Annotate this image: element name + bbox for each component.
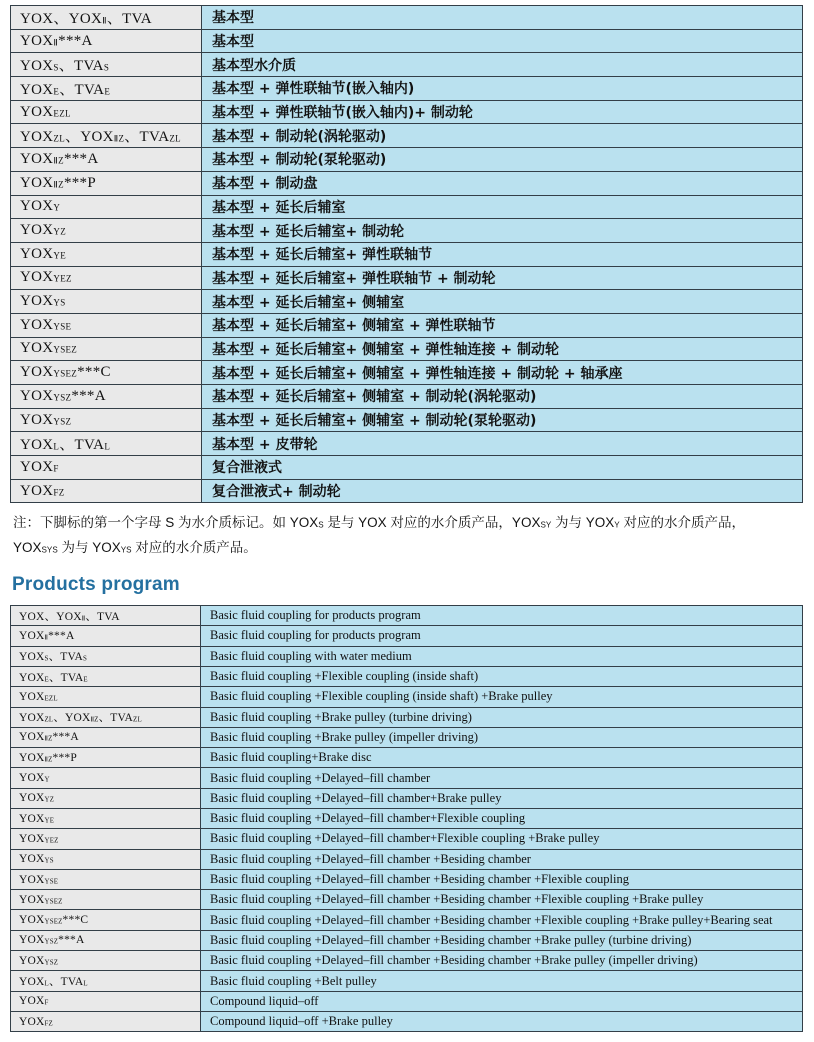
description-cell: Basic fluid coupling +Belt pulley [201,971,803,991]
model-cell: $YOX_Y$ [11,195,202,219]
model-subscript: FZ [53,487,65,498]
products-program-table-en [10,605,803,1032]
model-cell: $YOX_{YS}$ [11,290,202,314]
model-cell: $YOX_S$、$TVA_S$ [11,53,202,77]
model-subscript: E [83,675,88,683]
description-cell: Basic fluid coupling +Flexible coupling (inside shaft) [201,666,803,686]
description-cell: 基本型 + 延长后辅室+ 侧辅室 + 弹性轴连接 + 制动轮 + 轴承座 [202,361,803,385]
model-cell: $YOX_{FZ}$ [11,1011,201,1031]
model-cell: YOX、$YOX_Ⅱ$、TVA [11,6,202,30]
table-row [11,971,803,991]
table-row [11,124,803,148]
description-cell: 基本型 [202,29,803,53]
model-cell: $YOX_{YE}$ [11,809,201,829]
model-cell: $YOX_S$、$TVA_S$ [11,646,201,666]
model-cell: $YOX_{ⅡZ}***P$ [11,171,202,195]
description-cell: Basic fluid coupling +Delayed–fill chamber +Besiding chamber [201,849,803,869]
model-cell: $YOX_{ⅡZ}***A$ [11,148,202,172]
description-cell: Basic fluid coupling +Delayed–fill chamber+Flexible coupling +Brake pulley [201,829,803,849]
description-cell: Basic fluid coupling +Delayed–fill chamber +Besiding chamber +Flexible coupling [201,869,803,889]
table-row [11,171,803,195]
table-row [11,337,803,361]
model-cell: $YOX_{YSE}$ [11,869,201,889]
description-cell: Basic fluid coupling +Delayed–fill chamber +Besiding chamber +Flexible coupling +Brake pulley [201,890,803,910]
table-row [11,646,803,666]
model-subscript: Ⅱ [102,15,107,26]
model-subscript: YSZ [53,416,72,427]
description-cell: Basic fluid coupling +Delayed–fill chamber +Besiding chamber +Brake pulley (impeller driving) [201,951,803,971]
table-row [11,29,803,53]
model-subscript: YSEZ [44,898,63,906]
table-row [11,748,803,768]
model-subscript: YEZ [53,273,72,284]
model-subscript: EZL [53,108,71,119]
section-title: Products program [12,574,180,596]
table-row [11,290,803,314]
model-subscript: E [104,86,111,97]
description-cell: Basic fluid coupling +Brake pulley (impeller driving) [201,727,803,747]
model-subscript: Ⅱ [81,615,86,623]
model-subscript: EZL [44,695,58,703]
description-cell: 基本型 + 延长后辅室+ 侧辅室 + 弹性轴连接 + 制动轮 [202,337,803,361]
model-subscript: ZL [53,133,66,144]
table-row [11,809,803,829]
model-cell: $YOX_{ZL}$、$YOX_{ⅡZ}$、$TVA_{ZL}$ [11,707,201,727]
model-subscript: YZ [44,796,55,804]
description-cell: 复合泄液式 [202,456,803,480]
table-row [11,219,803,243]
description-cell: 基本型 + 延长后辅室+ 侧辅室 + 弹性联轴节 [202,313,803,337]
model-cell: $YOX_{YSEZ}$ [11,337,202,361]
model-subscript: ZL [44,716,54,724]
description-cell: Basic fluid coupling +Delayed–fill chamber [201,768,803,788]
description-cell: 基本型 + 延长后辅室 [202,195,803,219]
model-subscript: ZL [169,133,181,144]
model-subscript: L [53,441,60,452]
model-subscript: E [53,86,60,97]
model-cell: $YOX_F$ [11,456,202,480]
table-row [11,1011,803,1031]
table-row [11,626,803,646]
footnote-line-2: $YOX_{SYS}$ 为与 $YOX_{YS}$ 对应的水介质产品。 [13,539,257,555]
model-cell: $YOX_{YSEZ}***C$ [11,361,202,385]
model-cell: $YOX_Ⅱ***A$ [11,29,202,53]
footnote-line-1: 注：下脚标的第一个字母 S 为水介质标记。如 $YOX_S$ 是与 YOX 对应的水介质产品，$YOX_{SY}$ 为与 $YOX_Y$ 对应的水介质产品， [13,515,745,531]
table-row [11,148,803,172]
description-cell: 基本型 [202,6,803,30]
model-subscript: S [103,62,110,73]
model-cell: $YOX_{YEZ}$ [11,829,201,849]
model-cell: $YOX_{YE}$ [11,242,202,266]
model-subscript: ⅡZ [53,155,64,166]
model-cell: $YOX_{YSZ}***A$ [11,930,201,950]
table-row [11,606,803,626]
description-cell: 基本型 + 延长后辅室+ 侧辅室 [202,290,803,314]
model-cell: $YOX_{YZ}$ [11,219,202,243]
model-subscript: ⅡZ [113,133,125,144]
table-row [11,100,803,124]
model-subscript: FZ [44,1020,53,1028]
table-row [11,456,803,480]
model-cell: $YOX_L$、$TVA_L$ [11,432,202,456]
model-subscript: Ⅱ [44,634,49,642]
model-cell: $YOX_E$、$TVA_E$ [11,77,202,101]
model-subscript: YZ [53,226,67,237]
model-subscript: YSZ [44,959,59,967]
description-cell: 基本型 + 延长后辅室+ 弹性联轴节 [202,242,803,266]
model-subscript: ZL [133,716,142,724]
table-row [11,869,803,889]
description-cell: 基本型 + 皮带轮 [202,432,803,456]
model-subscript: YSE [44,877,59,885]
table-row [11,408,803,432]
model-subscript: YS [120,545,132,555]
description-cell: 基本型 + 弹性联轴节(嵌入轴内)+ 制动轮 [202,100,803,124]
table-row [11,53,803,77]
description-cell: Basic fluid coupling +Delayed–fill chamber +Besiding chamber +Brake pulley (turbine driving) [201,930,803,950]
model-subscript: Y [53,202,61,213]
description-cell: Basic fluid coupling +Delayed–fill chamber+Flexible coupling [201,809,803,829]
model-cell: $YOX_{ⅡZ}***A$ [11,727,201,747]
description-cell: 基本型水介质 [202,53,803,77]
model-cell: $YOX_E$、$TVA_E$ [11,666,201,686]
model-cell: $YOX_{EZL}$ [11,100,202,124]
table-row [11,666,803,686]
model-cell: $YOX_{YSZ}$ [11,951,201,971]
model-cell: $YOX_{YZ}$ [11,788,201,808]
description-cell: Basic fluid coupling +Brake pulley (turbine driving) [201,707,803,727]
model-subscript: S [83,655,88,663]
table-row [11,361,803,385]
model-cell: $YOX_{YS}$ [11,849,201,869]
table-row [11,266,803,290]
model-subscript: YE [44,817,55,825]
table-row [11,910,803,930]
product-models-table-cn [10,5,803,503]
description-cell: 复合泄液式+ 制动轮 [202,479,803,503]
model-subscript: L [44,980,49,988]
model-subscript: YSE [53,321,72,332]
description-cell: Compound liquid–off +Brake pulley [201,1011,803,1031]
description-cell: 基本型 + 延长后辅室+ 弹性联轴节 + 制动轮 [202,266,803,290]
description-cell: 基本型 + 延长后辅室+ 侧辅室 + 制动轮(涡轮驱动) [202,385,803,409]
model-subscript: YSEZ [44,918,63,926]
model-cell: $YOX_{YSE}$ [11,313,202,337]
model-subscript: YS [44,857,54,865]
model-cell: $YOX_F$ [11,991,201,1011]
model-subscript: SY [540,520,552,530]
model-subscript: S [318,520,324,530]
model-cell: $YOX_Ⅱ***A$ [11,626,201,646]
model-cell: $YOX_{YSEZ}$ [11,890,201,910]
description-cell: 基本型 + 延长后辅室+ 侧辅室 + 制动轮(泵轮驱动) [202,408,803,432]
model-cell: $YOX_{YSZ}$ [11,408,202,432]
model-subscript: YS [53,297,66,308]
description-cell: Basic fluid coupling+Brake disc [201,748,803,768]
model-subscript: YEZ [44,837,59,845]
model-cell: $YOX_{YSEZ}***C$ [11,910,201,930]
model-subscript: F [44,999,49,1007]
model-subscript: F [53,463,59,474]
model-cell: $YOX_{ZL}$、$YOX_{ⅡZ}$、$TVA_{ZL}$ [11,124,202,148]
model-cell: $YOX_Y$ [11,768,201,788]
table-row [11,77,803,101]
model-subscript: E [44,675,49,683]
description-cell: 基本型 + 弹性联轴节(嵌入轴内) [202,77,803,101]
model-cell: $YOX_{FZ}$ [11,479,202,503]
table-row [11,195,803,219]
model-subscript: Y [44,776,50,784]
model-cell: YOX、$YOX_Ⅱ$、TVA [11,606,201,626]
table-row [11,242,803,266]
description-cell: 基本型 + 制动盘 [202,171,803,195]
table-row [11,829,803,849]
model-subscript: L [104,441,111,452]
model-subscript: SYS [41,545,58,555]
table-row [11,991,803,1011]
model-subscript: Ⅱ [53,37,59,48]
model-subscript: YSEZ [53,345,78,355]
model-subscript: ⅡZ [53,179,64,190]
model-cell: $YOX_{EZL}$ [11,687,201,707]
model-subscript: L [83,980,88,988]
model-cell: $YOX_{ⅡZ}***P$ [11,748,201,768]
table-row [11,849,803,869]
model-subscript: ⅡZ [44,756,53,764]
table-row [11,313,803,337]
table-row [11,479,803,503]
table-row [11,687,803,707]
model-subscript: Y [614,520,620,530]
description-cell: Basic fluid coupling for products program [201,606,803,626]
description-cell: Compound liquid–off [201,991,803,1011]
model-subscript: YSZ [53,392,72,403]
model-subscript: ⅡZ [90,716,99,724]
model-subscript: ⅡZ [44,735,53,743]
model-cell: $YOX_L$、$TVA_L$ [11,971,201,991]
description-cell: Basic fluid coupling +Delayed–fill chamber+Brake pulley [201,788,803,808]
description-cell: 基本型 + 延长后辅室+ 制动轮 [202,219,803,243]
model-subscript: S [53,62,59,73]
model-cell: $YOX_{YEZ}$ [11,266,202,290]
table-row [11,385,803,409]
model-subscript: YE [53,250,67,261]
description-cell: 基本型 + 制动轮(涡轮驱动) [202,124,803,148]
table-row [11,768,803,788]
description-cell: Basic fluid coupling +Delayed–fill chamber +Besiding chamber +Flexible coupling +Brake pulley+Bearing seat [201,910,803,930]
table-row [11,788,803,808]
description-cell: Basic fluid coupling with water medium [201,646,803,666]
table-row [11,707,803,727]
table-row [11,890,803,910]
description-cell: 基本型 + 制动轮(泵轮驱动) [202,148,803,172]
model-subscript: YSZ [44,938,59,946]
table-row [11,6,803,30]
table-row [11,930,803,950]
table-row [11,727,803,747]
table-row [11,951,803,971]
footnote [13,511,803,560]
description-cell: Basic fluid coupling for products program [201,626,803,646]
model-subscript: S [44,655,49,663]
model-cell: $YOX_{YSZ}***A$ [11,385,202,409]
model-subscript: YSEZ [53,368,78,379]
description-cell: Basic fluid coupling +Flexible coupling (inside shaft) +Brake pulley [201,687,803,707]
table-row [11,432,803,456]
